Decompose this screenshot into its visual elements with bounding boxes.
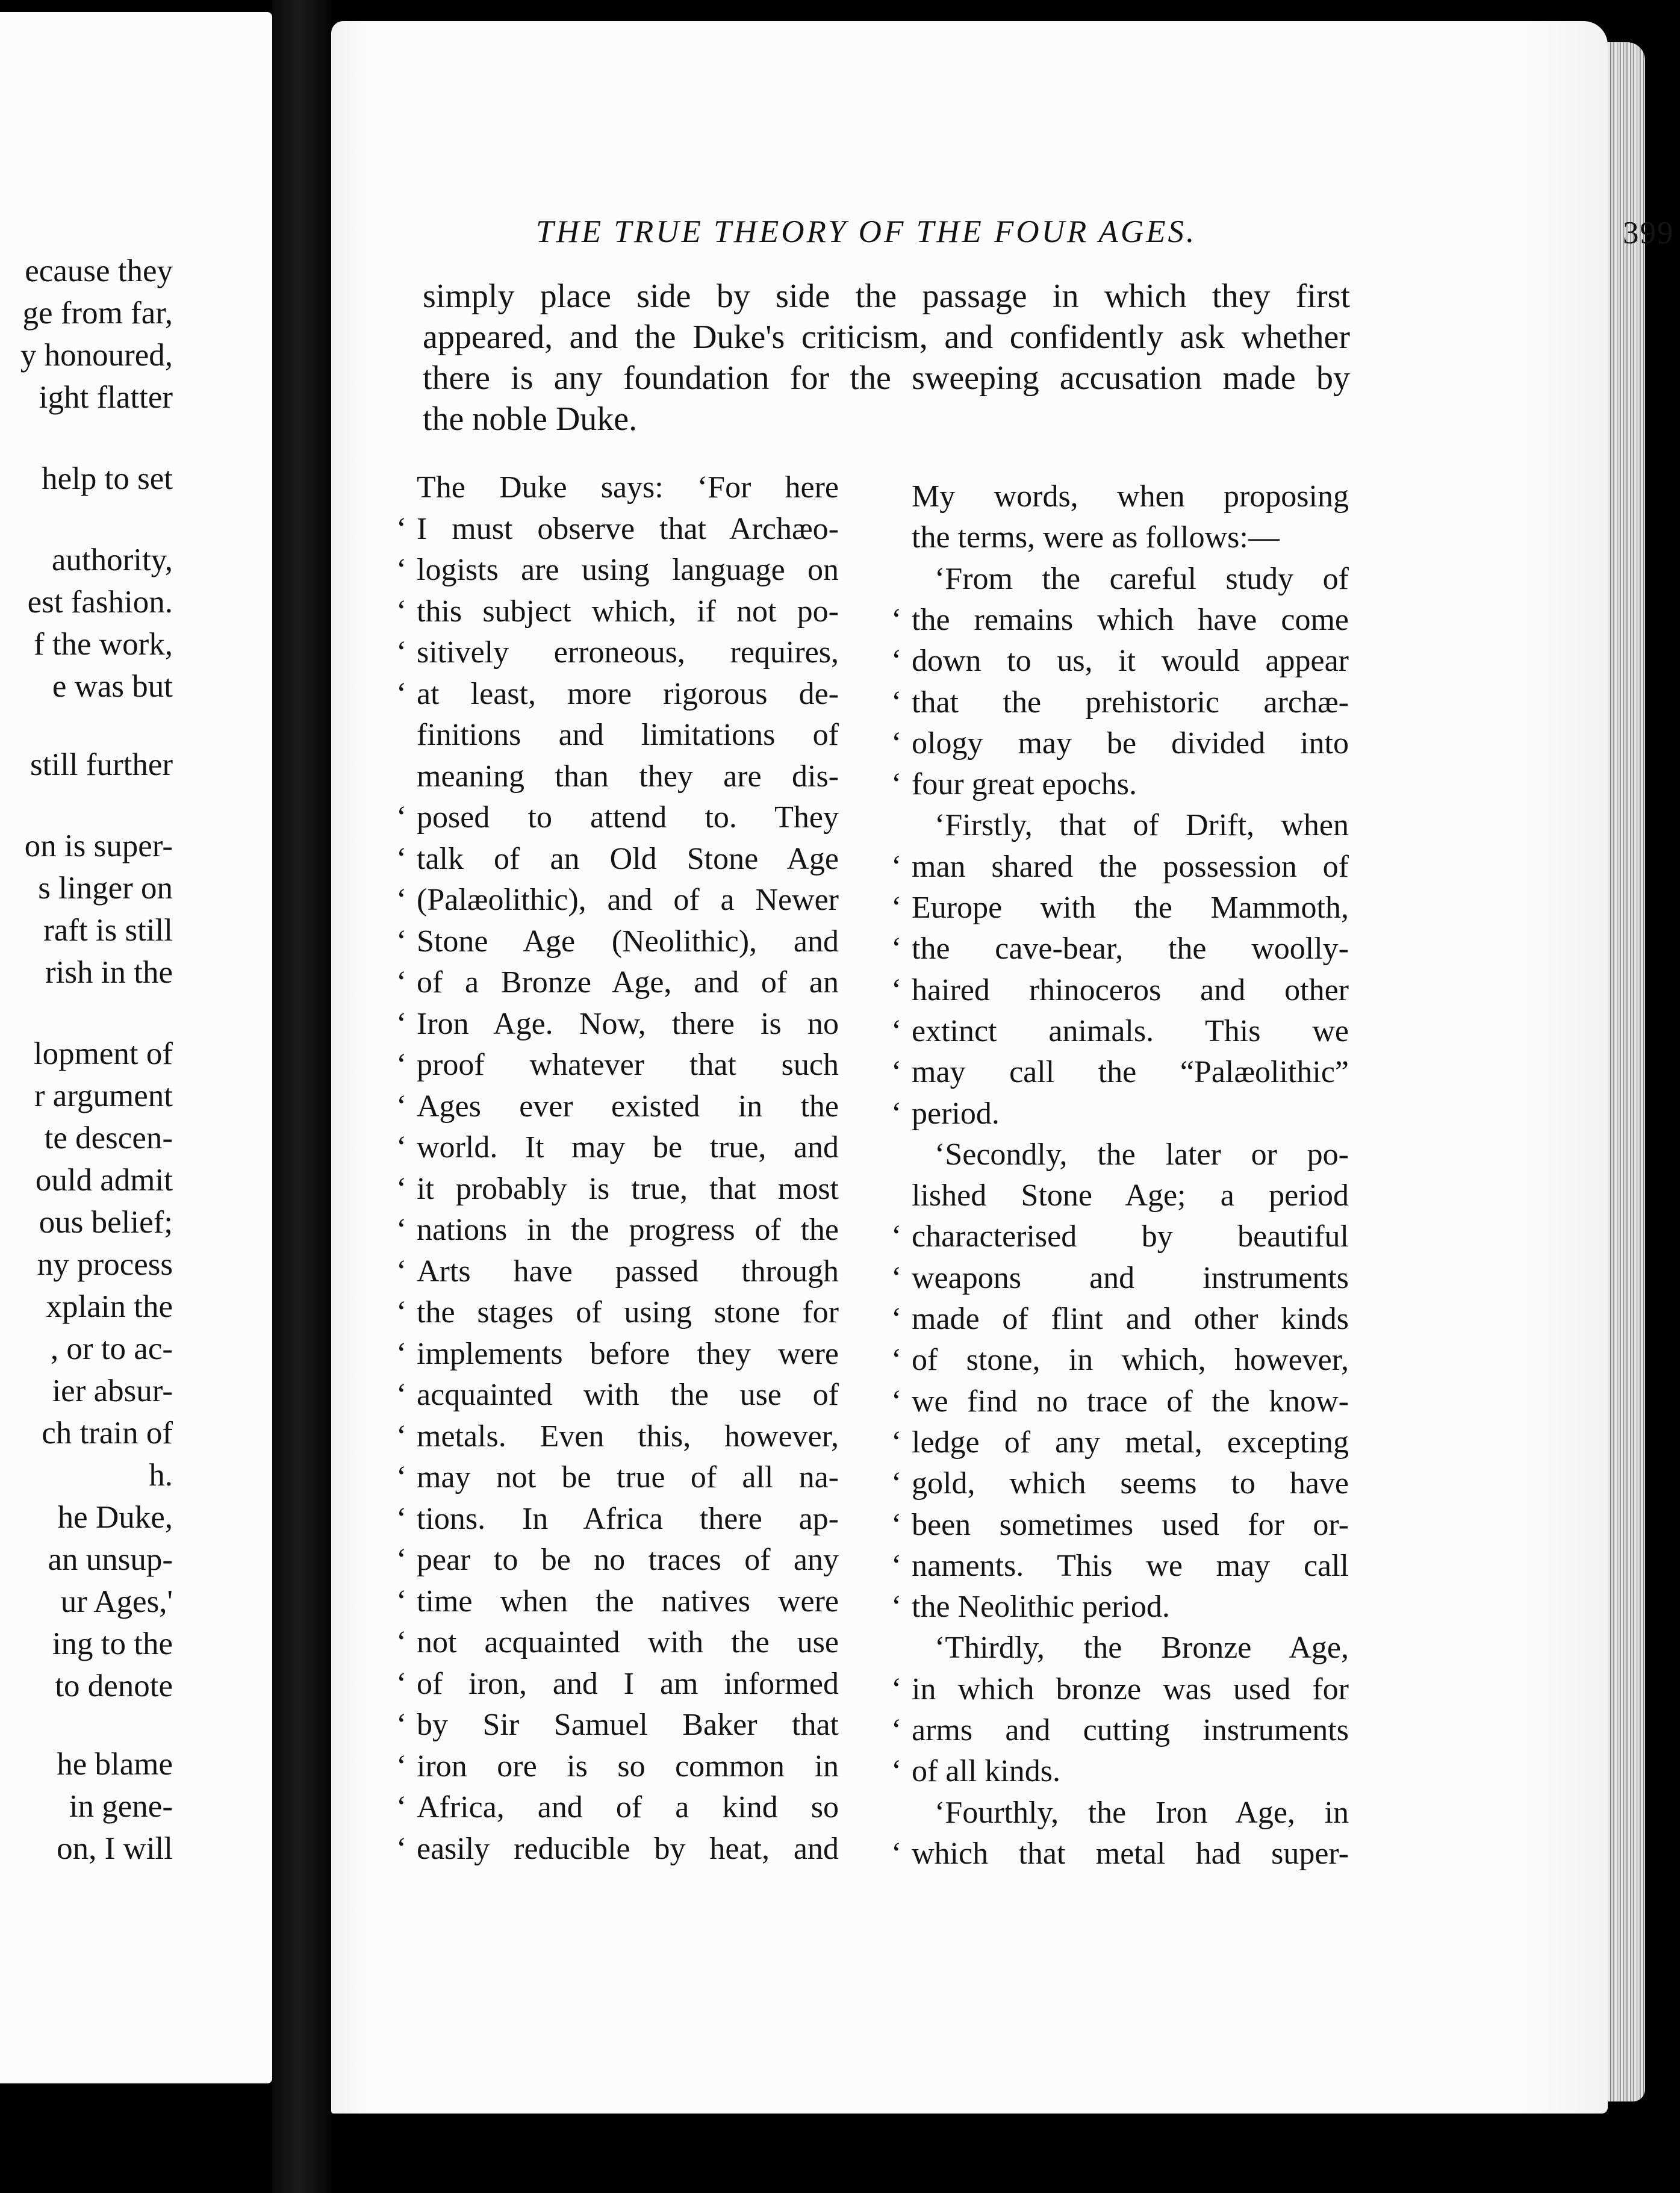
quote-mark: ‘ xyxy=(396,924,407,959)
left-page-line: ge from far, xyxy=(22,296,173,331)
line-text: proof whatever that such xyxy=(417,1048,839,1082)
line-text: ‘Firstly, that of Drift, when xyxy=(935,808,1349,843)
quote-mark: ‘ xyxy=(891,1425,902,1460)
line-text: it probably is true, that most xyxy=(417,1171,839,1206)
right-column-line xyxy=(891,1301,1349,1337)
quote-mark: ‘ xyxy=(396,1501,407,1536)
line-text: not acquainted with the use xyxy=(417,1625,839,1660)
line-text: ology may be divided into xyxy=(912,726,1349,761)
line-text: Stone Age (Neolithic), and xyxy=(417,924,839,959)
line-text: the Neolithic period. xyxy=(912,1590,1170,1625)
left-column-line xyxy=(396,1501,839,1537)
quote-mark: ‘ xyxy=(396,594,407,629)
line-text: Europe with the Mammoth, xyxy=(912,891,1349,925)
left-page-line: rish in the xyxy=(45,955,173,990)
left-page-line: raft is still xyxy=(43,913,173,948)
right-column-line xyxy=(891,685,1349,720)
left-column-line xyxy=(396,552,839,588)
quote-mark: ‘ xyxy=(396,1006,407,1041)
right-column-line xyxy=(891,1466,1349,1501)
left-column-line xyxy=(396,882,839,918)
left-page-line: on is super- xyxy=(24,829,173,863)
quote-mark: ‘ xyxy=(891,932,902,966)
line-text: ‘Fourthly, the Iron Age, in xyxy=(935,1795,1349,1830)
line-text: acquainted with the use of xyxy=(417,1378,839,1412)
quote-mark: ‘ xyxy=(396,1543,407,1577)
quote-mark: ‘ xyxy=(891,767,902,802)
right-column-line xyxy=(891,1260,1349,1296)
quote-mark: ‘ xyxy=(396,883,407,917)
line-text: made of flint and other kinds xyxy=(912,1302,1349,1336)
line-text: extinct animals. This we xyxy=(912,1013,1349,1048)
line-text: period. xyxy=(912,1096,1000,1131)
left-page-line: to denote xyxy=(55,1669,173,1703)
book-gutter xyxy=(272,0,331,2193)
line-text: easily reducible by heat, and xyxy=(417,1831,839,1866)
left-page-line: ecause they xyxy=(25,254,173,288)
left-column-line xyxy=(396,676,839,712)
right-column-line xyxy=(891,849,1349,885)
intro-line: appeared, and the Duke's criticism, and confidently ask whether xyxy=(423,319,1350,356)
quote-mark: ‘ xyxy=(396,1336,407,1371)
left-page-line: ing to the xyxy=(52,1626,173,1661)
quote-mark: ‘ xyxy=(396,1790,407,1824)
left-column-line xyxy=(396,1336,839,1372)
line-text: that the prehistoric archæ- xyxy=(912,685,1349,720)
right-column-line xyxy=(891,972,1349,1008)
left-column-line xyxy=(396,1707,839,1743)
quote-mark: ‘ xyxy=(396,965,407,1000)
quote-mark: ‘ xyxy=(396,1625,407,1660)
line-text: by Sir Samuel Baker that xyxy=(417,1708,839,1742)
quote-mark: ‘ xyxy=(396,1666,407,1701)
left-column-line xyxy=(396,1130,839,1165)
left-page-line: f the work, xyxy=(33,627,173,662)
quote-mark: ‘ xyxy=(396,1213,407,1247)
quote-mark: ‘ xyxy=(891,1013,902,1048)
line-text: the terms, were as follows:— xyxy=(912,520,1280,555)
quote-mark: ‘ xyxy=(891,1507,902,1542)
left-page-line: help to set xyxy=(42,461,173,496)
quote-mark: ‘ xyxy=(891,1260,902,1295)
quote-mark: ‘ xyxy=(891,1466,902,1501)
quote-mark: ‘ xyxy=(891,1672,902,1706)
line-text: which that metal had super- xyxy=(912,1836,1349,1871)
line-text: been sometimes used for or- xyxy=(912,1507,1349,1542)
quote-mark: ‘ xyxy=(396,1048,407,1082)
line-text: in which bronze was used for xyxy=(912,1672,1349,1706)
quote-mark: ‘ xyxy=(396,553,407,587)
left-column-line xyxy=(396,594,839,629)
right-column-line xyxy=(891,1096,1349,1131)
line-text: we find no trace of the know- xyxy=(912,1384,1349,1419)
left-page-line: s linger on xyxy=(38,871,173,906)
line-text: down to us, it would appear xyxy=(912,644,1349,679)
line-text: ‘Thirdly, the Bronze Age, xyxy=(935,1631,1349,1666)
left-column-line xyxy=(396,800,839,835)
quote-mark: ‘ xyxy=(396,1130,407,1165)
line-text: meaning than they are dis- xyxy=(417,759,839,794)
left-page-line: ous belief; xyxy=(39,1205,173,1240)
line-text: lished Stone Age; a period xyxy=(912,1178,1349,1213)
line-text: may not be true of all na- xyxy=(417,1460,839,1495)
quote-mark: ‘ xyxy=(396,800,407,835)
quote-mark: ‘ xyxy=(396,1584,407,1619)
quote-mark: ‘ xyxy=(396,1254,407,1289)
line-text: metals. Even this, however, xyxy=(417,1419,839,1454)
quote-mark: ‘ xyxy=(396,1171,407,1206)
left-column-line xyxy=(396,1584,839,1619)
intro-line: simply place side by side the passage in which they first xyxy=(423,278,1350,315)
line-text: this subject which, if not po- xyxy=(417,594,839,629)
line-text: the remains which have come xyxy=(912,602,1349,637)
left-page-line: an unsup- xyxy=(48,1542,173,1577)
quote-mark: ‘ xyxy=(891,1096,902,1131)
left-column-line xyxy=(396,1625,839,1660)
right-column-line xyxy=(891,1630,1349,1666)
line-text: ‘From the careful study of xyxy=(935,561,1349,596)
quote-mark: ‘ xyxy=(891,1713,902,1747)
left-column-line xyxy=(396,1790,839,1825)
left-page-line: he Duke, xyxy=(57,1500,173,1535)
line-text: (Palæolithic), and of a Newer xyxy=(417,883,839,917)
right-column-line xyxy=(891,1836,1349,1871)
quote-mark: ‘ xyxy=(396,676,407,711)
left-page-line: y honoured, xyxy=(20,338,173,373)
right-column-line xyxy=(891,931,1349,966)
right-column-line xyxy=(891,1013,1349,1049)
right-column-line xyxy=(891,1712,1349,1748)
right-column-line xyxy=(891,1178,1349,1213)
line-text: characterised by beautiful xyxy=(912,1219,1349,1254)
quote-mark: ‘ xyxy=(396,1378,407,1412)
line-text: at least, more rigorous de- xyxy=(417,676,839,711)
left-column-line xyxy=(396,635,839,670)
quote-mark: ‘ xyxy=(891,1548,902,1583)
right-column-line xyxy=(891,1219,1349,1254)
quote-mark: ‘ xyxy=(396,1295,407,1330)
left-column-line xyxy=(396,759,839,794)
line-text: naments. This we may call xyxy=(912,1548,1349,1583)
quote-mark: ‘ xyxy=(891,726,902,761)
quote-mark: ‘ xyxy=(396,1831,407,1866)
line-text: man shared the possession of xyxy=(912,849,1349,884)
line-text: the stages of using stone for xyxy=(417,1295,839,1330)
left-page xyxy=(0,12,272,2083)
line-text: Africa, and of a kind so xyxy=(417,1790,839,1824)
quote-mark: ‘ xyxy=(891,891,902,925)
line-text: tions. In Africa there ap- xyxy=(417,1501,839,1536)
line-text: haired rhinoceros and other xyxy=(912,972,1349,1007)
left-column-line xyxy=(396,470,839,505)
line-text: of iron, and I am informed xyxy=(417,1666,839,1701)
line-text: time when the natives were xyxy=(417,1584,839,1619)
right-column-line xyxy=(891,1753,1349,1789)
line-text: Iron Age. Now, there is no xyxy=(417,1006,839,1041)
left-page-line: lopment of xyxy=(33,1036,173,1071)
right-column-line xyxy=(891,1342,1349,1378)
left-page-line: , or to ac- xyxy=(50,1331,173,1366)
left-column-line xyxy=(396,1171,839,1207)
right-column-line xyxy=(891,767,1349,802)
right-column-line xyxy=(891,1507,1349,1543)
right-column-line xyxy=(891,1384,1349,1419)
left-column-line xyxy=(396,511,839,547)
left-page-line: authority, xyxy=(51,543,173,577)
line-text: of all kinds. xyxy=(912,1754,1060,1789)
line-text: Ages ever existed in the xyxy=(417,1089,839,1124)
quote-mark: ‘ xyxy=(396,841,407,876)
left-column-line xyxy=(396,717,839,753)
quote-mark: ‘ xyxy=(891,1302,902,1336)
intro-line: the noble Duke. xyxy=(423,400,638,438)
line-text: weapons and instruments xyxy=(912,1260,1349,1295)
left-page-line: ny process xyxy=(37,1247,173,1282)
line-text: of stone, in which, however, xyxy=(912,1343,1349,1378)
left-page-line: ur Ages,' xyxy=(60,1584,173,1619)
quote-mark: ‘ xyxy=(891,602,902,637)
line-text: talk of an Old Stone Age xyxy=(417,841,839,876)
line-text: sitively erroneous, requires, xyxy=(417,635,839,670)
left-column-line xyxy=(396,841,839,877)
quote-mark: ‘ xyxy=(891,972,902,1007)
page-number: 399 xyxy=(1623,216,1675,250)
right-column-line xyxy=(891,890,1349,925)
right-column-line xyxy=(891,643,1349,679)
line-text: implements before they were xyxy=(417,1336,839,1371)
right-column-line xyxy=(891,1589,1349,1625)
line-text: of a Bronze Age, and of an xyxy=(417,965,839,1000)
quote-mark: ‘ xyxy=(891,685,902,720)
right-column-line xyxy=(891,807,1349,843)
line-text: My words, when proposing xyxy=(912,479,1349,514)
quote-mark: ‘ xyxy=(891,1055,902,1090)
line-text: iron ore is so common in xyxy=(417,1749,839,1784)
left-page-line: in gene- xyxy=(69,1789,173,1824)
left-page-line: still further xyxy=(30,747,173,782)
intro-line: there is any foundation for the sweeping accusation made by xyxy=(423,359,1350,397)
line-text: I must observe that Archæo- xyxy=(417,511,839,546)
line-text: gold, which seems to have xyxy=(912,1466,1349,1501)
left-page-line: xplain the xyxy=(46,1289,173,1324)
left-page-line: h. xyxy=(149,1458,173,1493)
left-column-line xyxy=(396,1047,839,1083)
right-column-line xyxy=(891,1672,1349,1707)
right-column-line xyxy=(891,1137,1349,1172)
quote-mark: ‘ xyxy=(396,1708,407,1742)
quote-mark: ‘ xyxy=(891,1343,902,1378)
quote-mark: ‘ xyxy=(396,1419,407,1454)
quote-mark: ‘ xyxy=(396,1749,407,1784)
left-column-line xyxy=(396,1377,839,1413)
left-column-line xyxy=(396,1295,839,1330)
right-column-line xyxy=(891,726,1349,761)
line-text: four great epochs. xyxy=(912,767,1137,802)
quote-mark: ‘ xyxy=(396,635,407,670)
left-page-line: est fashion. xyxy=(27,585,173,620)
line-text: Arts have passed through xyxy=(417,1254,839,1289)
line-text: ‘Secondly, the later or po- xyxy=(935,1137,1349,1172)
right-column-line xyxy=(891,561,1349,597)
right-column-line xyxy=(891,1054,1349,1090)
left-page-line: he blame xyxy=(57,1747,173,1782)
right-column-line xyxy=(891,1548,1349,1584)
left-page-line: ould admit xyxy=(35,1163,173,1198)
right-column-line xyxy=(891,479,1349,514)
quote-mark: ‘ xyxy=(891,644,902,679)
left-page-line: e was but xyxy=(52,669,173,704)
left-column-line xyxy=(396,1419,839,1454)
right-column-line xyxy=(891,602,1349,638)
left-page-line: ight flatter xyxy=(39,380,173,415)
line-text: pear to be no traces of any xyxy=(417,1543,839,1577)
left-column-line xyxy=(396,965,839,1000)
left-column-line xyxy=(396,1831,839,1867)
right-column-line xyxy=(891,1795,1349,1831)
quote-mark: ‘ xyxy=(891,1384,902,1419)
right-column-line xyxy=(891,520,1349,555)
line-text: finitions and limitations of xyxy=(417,718,839,752)
left-column-line xyxy=(396,1089,839,1124)
quote-mark: ‘ xyxy=(891,1836,902,1871)
left-page-line: ier absur- xyxy=(52,1373,173,1408)
quote-mark: ‘ xyxy=(396,1460,407,1495)
left-page-line: r argument xyxy=(34,1078,173,1113)
left-page-line: on, I will xyxy=(57,1831,173,1866)
line-text: posed to attend to. They xyxy=(417,800,839,835)
left-column-line xyxy=(396,1749,839,1784)
line-text: ledge of any metal, excepting xyxy=(912,1425,1349,1460)
left-column-line xyxy=(396,1006,839,1042)
left-column-line xyxy=(396,1666,839,1702)
left-page-line: te descen- xyxy=(44,1121,173,1156)
right-page xyxy=(331,21,1675,2114)
line-text: may call the “Palæolithic” xyxy=(912,1055,1349,1090)
quote-mark: ‘ xyxy=(891,849,902,884)
right-column-line xyxy=(891,1425,1349,1460)
line-text: logists are using language on xyxy=(417,553,839,587)
left-column-line xyxy=(396,1460,839,1495)
line-text: the cave-bear, the woolly- xyxy=(912,932,1349,966)
left-column-line xyxy=(396,924,839,959)
quote-mark: ‘ xyxy=(396,511,407,546)
line-text: The Duke says: ‘For here xyxy=(417,470,839,505)
quote-mark: ‘ xyxy=(891,1754,902,1789)
line-text: world. It may be true, and xyxy=(417,1130,839,1165)
left-column-line xyxy=(396,1254,839,1289)
left-page-line: ch train of xyxy=(42,1416,173,1451)
left-column-line xyxy=(396,1542,839,1578)
running-title: THE TRUE THEORY OF THE FOUR AGES. xyxy=(536,214,1197,249)
quote-mark: ‘ xyxy=(891,1590,902,1625)
line-text: arms and cutting instruments xyxy=(912,1713,1349,1747)
quote-mark: ‘ xyxy=(891,1219,902,1254)
quote-mark: ‘ xyxy=(396,1089,407,1124)
left-column-line xyxy=(396,1212,839,1248)
line-text: nations in the progress of the xyxy=(417,1213,839,1247)
